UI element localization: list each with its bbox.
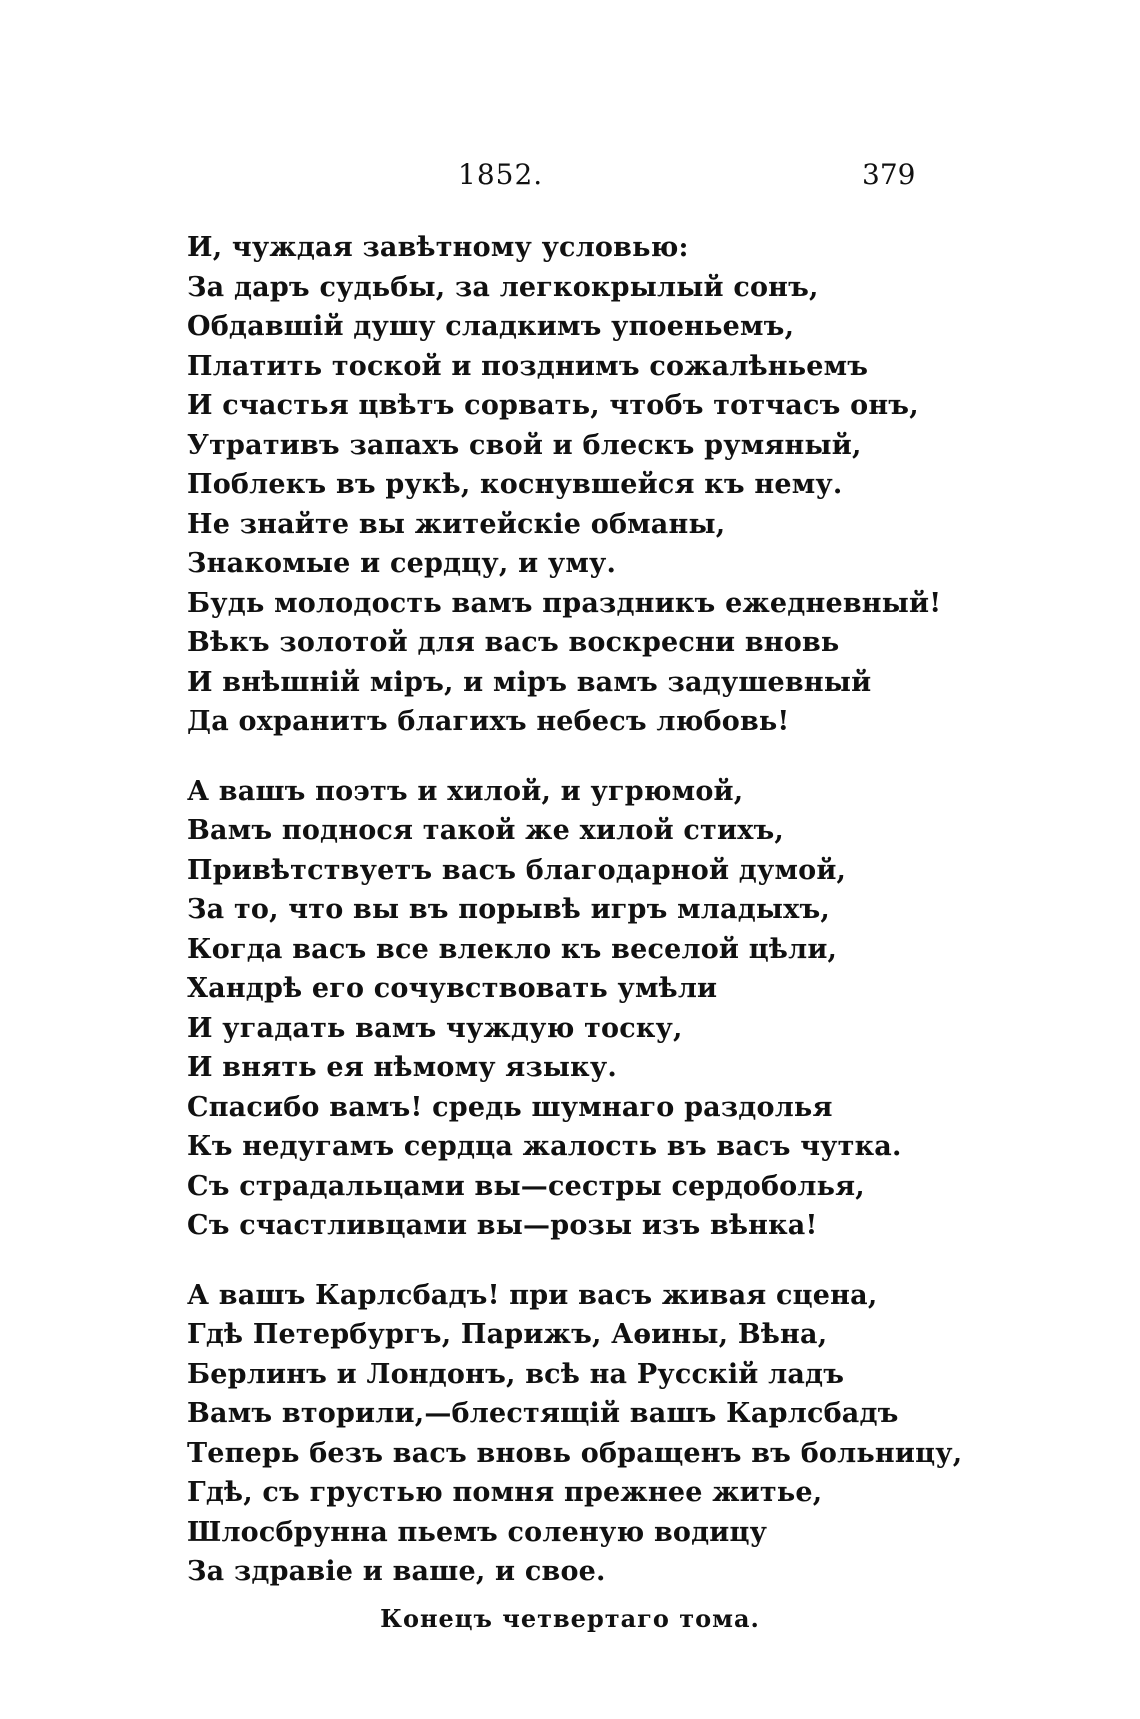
poem-line: Не знайте вы житейскіе обманы, [187, 508, 726, 540]
poem-line: Платить тоской и позднимъ сожалѣньемъ [187, 350, 869, 382]
poem-line: Теперь безъ васъ вновь обращенъ въ больницу, [187, 1437, 963, 1469]
poem-line: За здравіе и ваше, и свое. [187, 1556, 606, 1587]
poem-line: Будь молодость вамъ праздникъ ежедневный! [187, 587, 942, 619]
poem-line: Съ счастливцами вы—розы изъ вѣнка! [187, 1210, 818, 1241]
poem-line: Когда васъ все влекло къ веселой цѣли, [187, 933, 838, 965]
poem-line: А вашъ Карлсбадъ! при васъ живая сцена, [187, 1279, 878, 1311]
poem-text [187, 228, 963, 1592]
poem-line: Знакомые и сердцу, и уму. [187, 548, 617, 579]
poem-line: Вамъ вторили,—блестящій вашъ Карлсбадъ [187, 1398, 899, 1429]
poem-line: Шлосбрунна пьемъ соленую водицу [187, 1516, 768, 1548]
poem-line: Берлинъ и Лондонъ, всѣ на Русскій ладъ [187, 1358, 845, 1390]
running-header [0, 158, 1140, 198]
poem-line: Гдѣ Петербургъ, Парижъ, Аѳины, Вѣна, [187, 1319, 828, 1350]
poem-line: Вамъ поднося такой же хилой стихъ, [187, 815, 785, 846]
poem-line: За даръ судьбы, за легкокрылый сонъ, [187, 271, 819, 303]
poem-line: Привѣтствуетъ васъ благодарной думой, [187, 854, 847, 886]
poem-line: Гдѣ, съ грустью помня прежнее житье, [187, 1477, 823, 1508]
stanza-2 [187, 772, 902, 1246]
poem-line: Вѣкъ золотой для васъ воскресни вновь [187, 627, 840, 658]
poem-line: И, чуждая завѣтному условью: [187, 232, 689, 263]
poem-line: А вашъ поэтъ и хилой, и угрюмой, [187, 775, 744, 807]
stanza-1 [187, 228, 942, 742]
poem-line: Обдавшій душу сладкимъ упоеньемъ, [187, 311, 795, 342]
header-year: 1852. [458, 158, 544, 191]
poem-line: Съ страдальцами вы—сестры сердоболья, [187, 1170, 865, 1202]
page-number: 379 [862, 158, 916, 191]
poem-line: И счастья цвѣтъ сорвать, чтобъ тотчасъ онъ, [187, 390, 919, 421]
poem-line: За то, что вы въ порывѣ игръ младыхъ, [187, 894, 830, 925]
poem-line: Хандрѣ его сочувствовать умѣли [187, 973, 718, 1004]
poem-line: Спасибо вамъ! средь шумнаго раздолья [187, 1091, 833, 1123]
end-of-volume-note: Конецъ четвертаго тома. [380, 1604, 760, 1633]
stanza-3 [187, 1276, 963, 1592]
poem-line: Утративъ запахъ свой и блескъ румяный, [187, 429, 862, 461]
poem-line: Поблекъ въ рукѣ, коснувшейся къ нему. [187, 469, 843, 500]
poem-line: И внѣшній міръ, и міръ вамъ задушевный [187, 666, 872, 698]
poem-line: И угадать вамъ чуждую тоску, [187, 1012, 683, 1044]
poem-line: Къ недугамъ сердца жалость въ васъ чутка. [187, 1131, 902, 1162]
poem-line: И внять ея нѣмому языку. [187, 1052, 617, 1083]
poem-line: Да охранитъ благихъ небесъ любовь! [187, 706, 790, 737]
